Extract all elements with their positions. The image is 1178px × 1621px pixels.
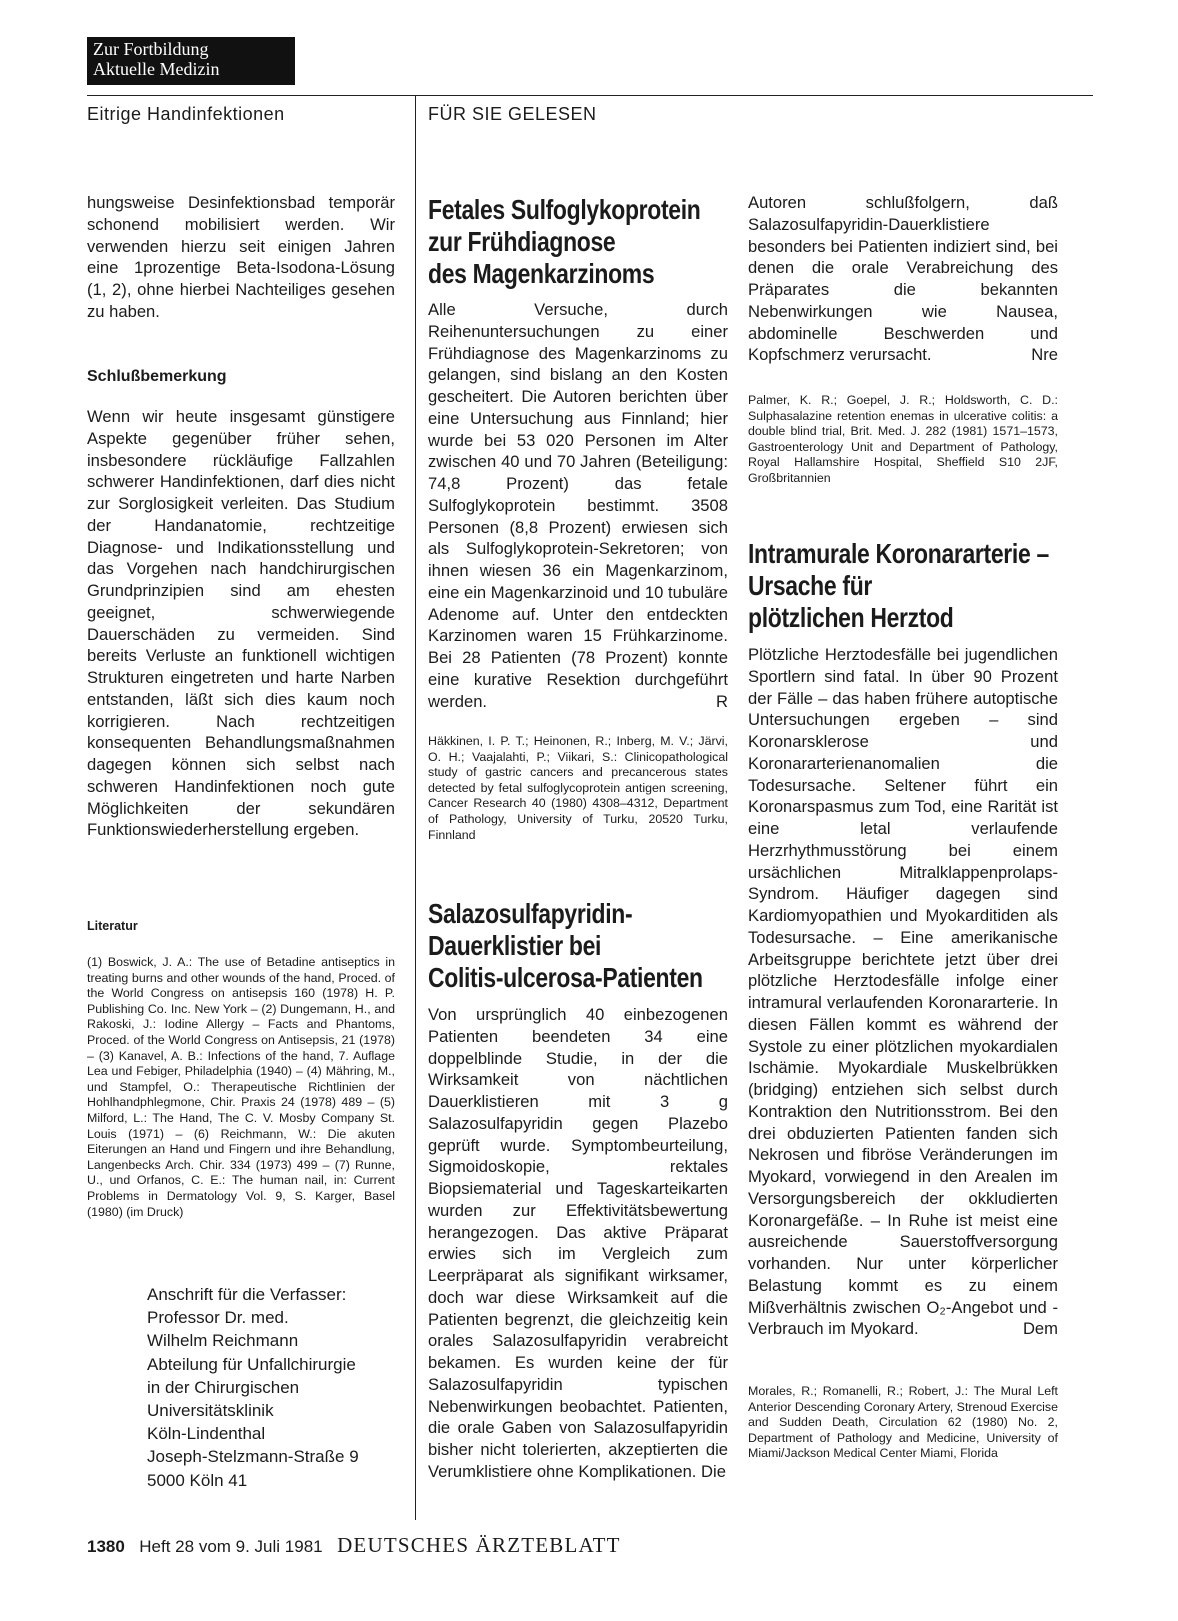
section-badge <box>87 37 295 85</box>
article2-body: Von ursprünglich 40 einbezogenen Patienten beendeten 34 eine doppelblinde Studie, in der die Wirksamkeit von nächtlichen Dauerklistieren mit 3 g Salazosulfapyridin gegen Plazebo geprüft wurde. Symptombeurteilung, Sigmoidoskopie, rektales Biopsiematerial und Tageskarteikarten wurden zur Effektivitätsbewertung herangezogen. Das aktive Präparat erwies sich im Vergleich zum Leerpräparat als signifikant wirksamer, doch war diese Wirksamkeit auf die Patienten begrenzt, die gleichzeitig kein orales Salazosulfapyridin verabreicht bekamen. Es wurden keine der für Salazosulfapyridin typischen Nebenwirkungen beobachtet. Patienten, die orale Gaben von Salazosulfapyridin bisher nicht tolerierten, akzeptierten die Verumklistiere ohne Komplikationen. Die <box>428 1005 728 1481</box>
right-section-title: FÜR SIE GELESEN <box>428 104 597 124</box>
intro-paragraph: hungsweise Desinfektionsbad temporär schonend mobilisiert werden. Wir verwenden hierzu seit einigen Jahren eine 1prozentige Beta-Isodona-Lösung (1, 2), ohne hierbei Nachteiliges gesehen zu haben. <box>87 193 395 321</box>
journal-name: DEUTSCHES ÄRZTEBLATT <box>337 1533 621 1557</box>
article1-body <box>428 299 728 712</box>
column-divider <box>415 95 416 1520</box>
article1-signature: R <box>716 691 728 711</box>
top-rule <box>87 95 1093 96</box>
left-section-title: Eitrige Handinfektionen <box>87 104 285 124</box>
author-address: Anschrift für die Verfasser: Professor Dr. med. Wilhelm Reichmann Abteilung für Unfallchirurgie in der Chirurgischen Universitätsklinik Köln-Lindenthal Joseph-Stelzmann-Straße 9 5000 Köln 41 <box>147 1285 359 1490</box>
badge-line-1: Zur Fortbildung <box>93 39 209 59</box>
article2-title: Salazosulfapyridin- Dauerklistier bei Colitis-ulcerosa-Patienten <box>428 898 703 993</box>
literature-heading: Literatur <box>87 919 138 933</box>
article3-text: Plötzliche Herztodesfälle bei jugendlichen Sportlern sind fatal. In über 90 Prozent der Fälle – das haben frühere autoptische Untersuchungen ergeben – sind Koronarsklerose und Koronararterienanomalien die Todesursache. Seltener führt ein Koronarspasmus zum Tod, eine Rarität ist eine letal verlaufende Herzrhythmusstörung bei einem ursächlichen Mitralklappenprolaps-Syndrom. Häufiger dagegen sind Kardiomyopathien und Myokarditiden als Todesursache. – Eine amerikanische Arbeitsgruppe berichtete jetzt über drei plötzliche Herztodesfälle infolge einer intramural verlaufenden Koronararterie. In diesen Fällen kommt es während der Systole zu einer plötzlichen myokardialen Ischämie. Myokardiale Muskelbrükken (bridging) entziehen sich selbst durch Kontraktion den Nutritionsstrom. Bei den drei obduzierten Patienten fanden sich Nekrosen und fibröse Veränderungen im Myokard, vorwiegend in den Arealen im Versorgungsbereich der okkludierten Koronargefäße. – In Ruhe ist meist eine ausreichende Sauerstoffversorgung vorhanden. Nur unter körperlicher Belastung kommt es zu einem Mißverhältnis zwischen O₂-Angebot und -Verbrauch im Myokard. <box>748 645 1058 1339</box>
article1-title: Fetales Sulfoglykoprotein zur Frühdiagnose des Magenkarzinoms <box>428 194 701 289</box>
page-number: 1380 <box>87 1537 125 1556</box>
article1-reference: Häkkinen, I. P. T.; Heinonen, R.; Inberg, M. V.; Järvi, O. H.; Vaajalahti, P.; Viikari, S.: Clinicopathological study of gastric cancers and precancerous states detected by fetal sulfoglycoprotein antigen screening, Cancer Research 40 (1980) 4308–4312, Department of Pathology, University of Turku, 20520 Turku, Finnland <box>428 734 728 842</box>
article3-body <box>748 644 1058 1340</box>
article2-continuation-text: Autoren schlußfolgern, daß Salazosulfapyridin-Dauerklistiere besonders bei Patienten indiziert sind, bei denen die orale Verabreichung des Präparates die bekannten Nebenwirkungen wie Nausea, abdominelle Beschwerden und Kopfschmerz verursacht. <box>748 193 1058 365</box>
article2-continuation <box>748 192 1058 366</box>
conclusion-heading: Schlußbemerkung <box>87 368 227 385</box>
footer <box>87 1533 621 1558</box>
badge-line-2: Aktuelle Medizin <box>93 59 220 79</box>
article1-text: Alle Versuche, durch Reihenuntersuchungen zu einer Frühdiagnose des Magenkarzinoms zu gelangen, sind bislang an den Kosten gescheitert. Die Autoren berichten über eine Untersuchung aus Finnland; hier wurde bei 53 020 Personen im Alter zwischen 40 und 70 Jahren (Beteiligung: 74,8 Prozent) das fetale Sulfoglykoprotein bestimmt. 3508 Personen (8,8 Prozent) erwiesen sich als Sulfoglykoprotein-Sekretoren; von ihnen wiesen 36 ein Magenkarzinom, eine ein Magenkarzinoid und 10 tubuläre Adenome auf. Unter den entdeckten Karzinomen waren 15 Frühkarzinome. Bei 28 Patienten (78 Prozent) konnte eine kurative Resektion durchgeführt werden. <box>428 300 728 711</box>
literature-list: (1) Boswick, J. A.: The use of Betadine antiseptics in treating burns and other wounds of the hand, Proced. of the World Congress on antisepsis 160 (1978) H. P. Publishing Co. Inc. New York – (2) Dungemann, H., and Rakoski, J.: Iodine Allergy – Facts and Phantoms, Proced. of the World Congress on Antisepsis, 21 (1978) – (3) Kanavel, A. B.: Infections of the hand, 7. Auflage Lea und Febiger, Philadelphia (1940) – (4) Mähring, M., und Stampfel, O.: Therapeutische Richtlinien der Hohlhandphlegmone, Chir. Praxis 24 (1978) 489 – (5) Milford, L.: The Hand, The C. V. Mosby Company St. Louis (1971) – (6) Reichmann, W.: Die akuten Eiterungen an Hand und Fingern und ihre Behandlung, Langenbecks Arch. Chir. 334 (1973) 499 – (7) Runne, U., und Orfanos, C. E.: The human nail, in: Current Problems in Dermatology Vol. 9, S. Karger, Basel (1980) (im Druck) <box>87 955 395 1219</box>
article3-reference: Morales, R.; Romanelli, R.; Robert, J.: The Mural Left Anterior Descending Coronary Artery, Strenoud Exercise and Sudden Death, Circulation 62 (1980) No. 2, Department of Pathology and Medicine, University of Miami/Jackson Medical Center Miami, Florida <box>748 1384 1058 1461</box>
article3-signature: Dem <box>1022 1319 1058 1339</box>
issue-info: Heft 28 vom 9. Juli 1981 <box>139 1537 323 1556</box>
article2-signature: Nre <box>1031 345 1058 365</box>
conclusion-paragraph: Wenn wir heute insgesamt günstigere Aspekte gegenüber früher sehen, insbesondere rückläufige Fallzahlen schwerer Handinfektionen, darf dies nicht zur Sorglosigkeit verleiten. Das Studium der Handanatomie, rechtzeitige Diagnose- und Indikationsstellung und das Vorgehen nach handchirurgischen Grundprinzipien sind am ehesten geeignet, schwerwiegende Dauerschäden zu vermeiden. Sind bereits Verluste an funktionell wichtigen Strukturen eingetreten und harte Narben entstanden, läßt sich dies kaum noch korrigieren. Nach rechtzeitigen konsequenten Behandlungsmaßnahmen dagegen können sich selbst nach schweren Handinfektionen noch gute Möglichkeiten der sekundären Funktionswiederherstellung ergeben. <box>87 407 395 840</box>
article3-title: Intramurale Koronararterie – Ursache für plötzlichen Herztod <box>748 538 1049 633</box>
article2-reference: Palmer, K. R.; Goepel, J. R.; Holdsworth, C. D.: Sulphasalazine retention enemas in ulcerative colitis: a double blind trial, Brit. Med. J. 282 (1981) 1571–1573, Gastroenterology Unit and Department of Pathology, Royal Hallamshire Hospital, Sheffield S10 2JF, Großbritannien <box>748 393 1058 485</box>
